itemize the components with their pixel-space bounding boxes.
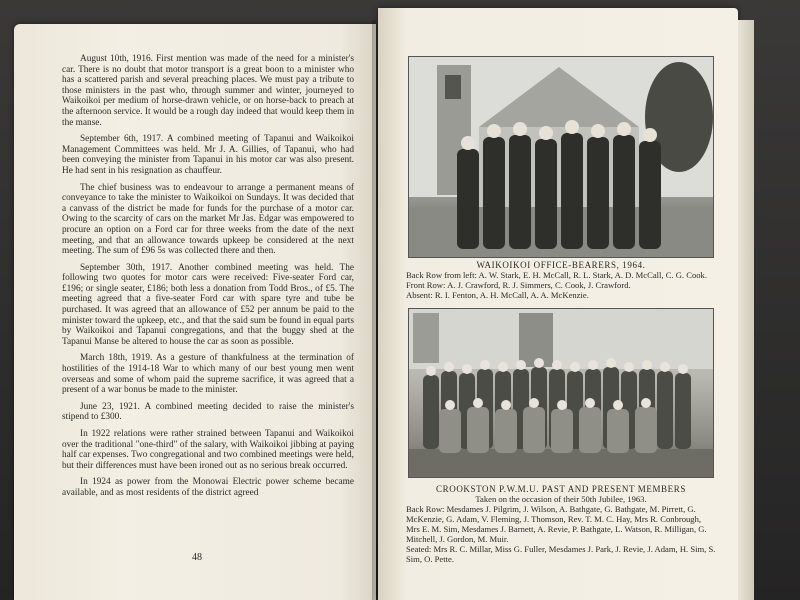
office-bearers-photo <box>408 56 714 258</box>
paragraph: March 18th, 1919. As a gesture of thankfulness at the termination of hostilities of the 1914-18 War to which many of our best young men went overseas and some of whom paid the supreme sacrifice, it was agreed that a present of a war bonus be made to the minister. <box>62 353 354 396</box>
caption-title: CROOKSTON P.W.M.U. PAST AND PRESENT MEMBERS <box>436 484 686 494</box>
caption-title: WAIKOIKOI OFFICE-BEARERS, 1964. <box>476 260 646 270</box>
left-page-text <box>62 54 354 505</box>
caption-line: Taken on the occasion of their 50th Jubilee, 1963. <box>475 494 647 504</box>
caption-line: Back Row: Mesdames J. Pilgrim, J. Wilson, A. Bathgate, G. Bathgate, M. Pirrett, G. McKenzie, G. Adam, V. Fleming, J. Thomson, Rev. T. M. C. Hay, Mrs R. Conbrough, Mrs E. M. Sim, Mesdames J. Barnett, A. Revie, P. Bathgate, L. Watson, R. Milligan, G. Mitchell, J. Gordon, M. Muir. <box>406 504 707 544</box>
paragraph: The chief business was to endeavour to arrange a permanent means of conveyance to take the minister to Waikoikoi on Sundays. It was decided that a canvass of the district be made for funds for the purchase of a motor car. Owing to the scarcity of cars on the market Mr Jas. Edgar was empowered to procure an option on a Ford car for three weeks from the date of the next meeting, and that an allowance towards upkeep be considered at the next meeting. The sum of £96 5s was collected there and then. <box>62 182 354 257</box>
right-page <box>378 8 738 600</box>
paragraph: In 1922 relations were rather strained between Tapanui and Waikoikoi over the traditional "one-third" of the salary, with Waikoikoi jibbing at paying half car expenses. Two congregational and two combined meetings were held, but their differences must have been ironed out as no serious break occurred. <box>62 429 354 471</box>
caption-line: Absent: R. I. Fenton, A. H. McCall, A. A. McKenzie. <box>406 290 589 300</box>
office-bearers-caption <box>406 260 716 300</box>
paragraph: In 1924 as power from the Monowai Electric power scheme became available, and as most residents of the district agreed <box>62 477 354 498</box>
paragraph: September 30th, 1917. Another combined meeting was held. The following two quotes for motor cars were received: Five-seater Ford car, £196; or single seater, £186; both less a donation from Todd Bros., of £5. The meeting agreed that a five-seater Ford car with spare tyre and tube be purchased. It was agreed that an allowance of £52 per annum be paid to the minister toward the upkeep, etc., and that the said sum be found in equal parts by Waikoikoi and Tapanui congregations, and that the buggy shed at the Tapanui Manse be altered to house the car as soon as possible. <box>62 262 354 347</box>
paragraph: August 10th, 1916. First mention was made of the need for a minister's car. There is no doubt that motor transport is a great boon to a minister who has a scattered parish and several preaching places. We must pay a tribute to those ministers in the past who, through summer and winter, journeyed to Waikoikoi per medium of horse-drawn vehicle, or on horse-back to preach at the afternoon service. It would be a rough day indeed that would keep them in the manse. <box>62 54 354 128</box>
book-page-edges <box>738 20 754 600</box>
paragraph: September 6th, 1917. A combined meeting of Tapanui and Waikoikoi Management Committees was held. Mr J. A. Gillies, of Tapanui, who had been conveying the minister from Tapanui in his motor car was also present. He had sent in his resignation as chauffeur. <box>62 134 354 176</box>
caption-line: Back Row from left: A. W. Stark, E. H. McCall, R. L. Stark, A. D. McCall, C. G. Cook. <box>406 270 708 280</box>
caption-line: Seated: Mrs R. C. Millar, Miss G. Fuller, Mesdames J. Park, J. Revie, J. Adam, H. Sim, S. Sim, O. Pette. <box>406 544 716 564</box>
pwmu-members-photo <box>408 308 714 478</box>
office-bearers-photo-illustration <box>409 57 713 257</box>
page-number: 48 <box>192 552 202 563</box>
pwmu-members-caption <box>406 484 716 564</box>
pwmu-members-photo-illustration <box>409 309 713 477</box>
caption-line: Front Row: A. J. Crawford, R. J. Simmers, C. Cook, J. Crawford. <box>406 280 631 290</box>
paragraph: June 23, 1921. A combined meeting decided to raise the minister's stipend to £300. <box>62 401 354 423</box>
left-page <box>14 24 376 600</box>
